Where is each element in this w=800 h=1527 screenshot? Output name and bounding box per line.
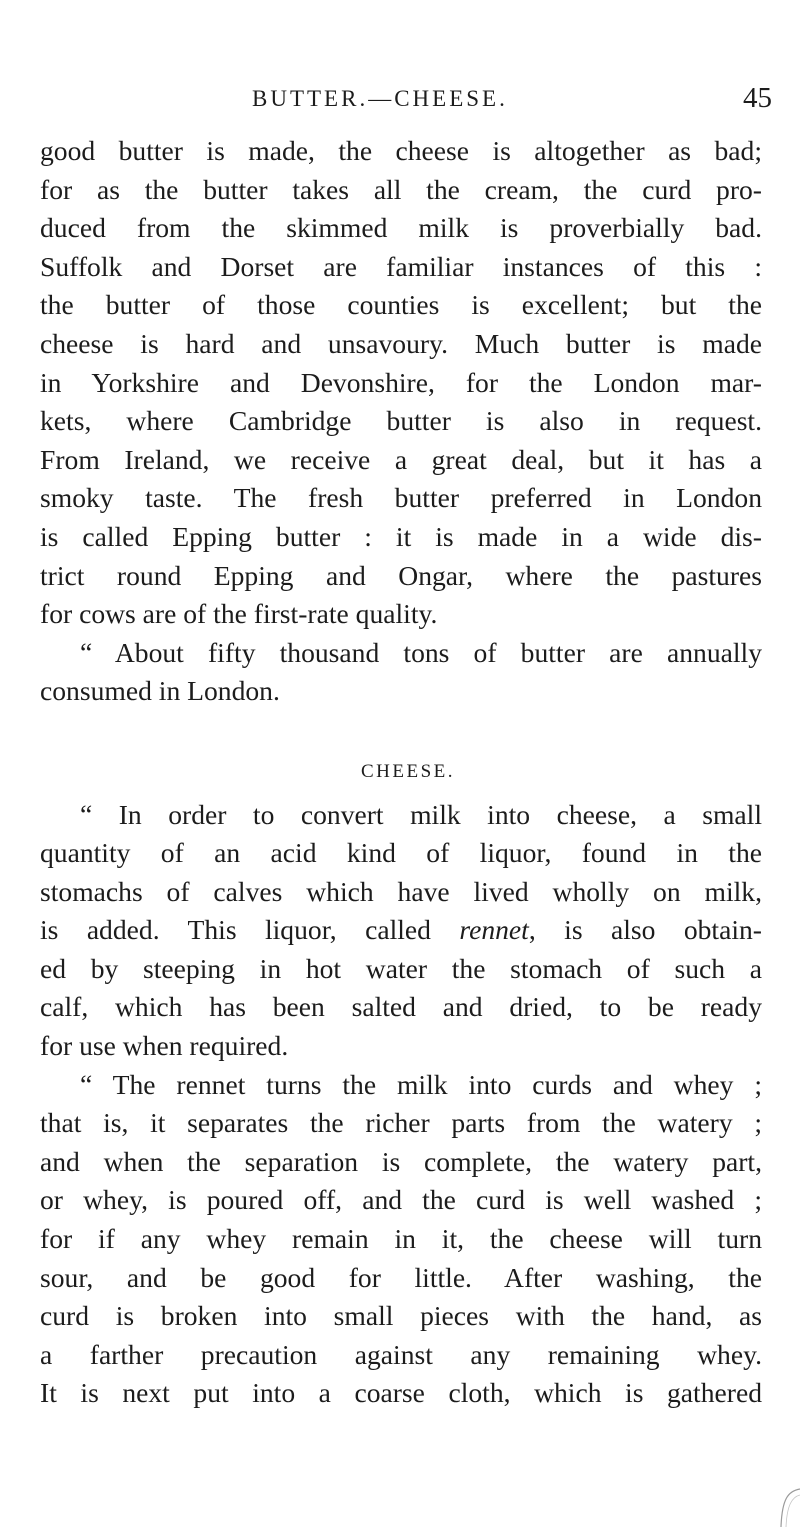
text-line: kets, where Cambridge butter is also in request. bbox=[40, 405, 762, 437]
text-line: is called Epping butter : it is made in a wide dis- bbox=[40, 520, 762, 552]
text-line: a farther precaution against any remaining whey. bbox=[40, 1338, 762, 1370]
paragraph-butter-regions bbox=[40, 132, 762, 634]
text-line: smoky taste. The fresh butter preferred in London bbox=[40, 482, 762, 514]
text-line: “ About fifty thousand tons of butter are annually bbox=[80, 636, 762, 668]
text-line: “ The rennet turns the milk into curds and whey ; bbox=[80, 1068, 762, 1100]
paragraph-curds-and-whey bbox=[40, 1066, 762, 1413]
section-heading: CHEESE. bbox=[360, 760, 456, 782]
text-line: From Ireland, we receive a great deal, but it has a bbox=[40, 443, 762, 475]
text-line: in Yorkshire and Devonshire, for the London mar- bbox=[40, 366, 762, 398]
text-segment: , is also obtain- bbox=[528, 914, 762, 946]
text-line: for use when required. bbox=[40, 1030, 289, 1062]
text-line: It is next put into a coarse cloth, which is gathered bbox=[40, 1377, 762, 1409]
text-line: sour, and be good for little. After washing, the bbox=[40, 1261, 762, 1293]
text-line: for if any whey remain in it, the cheese will turn bbox=[40, 1223, 762, 1255]
text-line: duced from the skimmed milk is proverbially bad. bbox=[40, 212, 762, 244]
text-line: consumed in London. bbox=[40, 675, 280, 707]
text-line: and when the separation is complete, the watery part, bbox=[40, 1145, 762, 1177]
text-line bbox=[40, 911, 762, 950]
text-line: calf, which has been salted and dried, to be ready bbox=[40, 991, 762, 1023]
text-line: ed by steeping in hot water the stomach of such a bbox=[40, 952, 762, 984]
text-line: cheese is hard and unsavoury. Much butter is made bbox=[40, 327, 762, 359]
text-line: stomachs of calves which have lived wholly on milk, bbox=[40, 875, 762, 907]
paragraph-rennet bbox=[40, 796, 762, 1066]
running-head-title: BUTTER.—CHEESE. bbox=[252, 86, 508, 111]
text-line: quantity of an acid kind of liquor, found in the bbox=[40, 837, 762, 869]
text-line: for as the butter takes all the cream, the curd pro- bbox=[40, 173, 762, 205]
text-line: or whey, is poured off, and the curd is well washed ; bbox=[40, 1184, 762, 1216]
text-line: “ In order to convert milk into cheese, a small bbox=[80, 798, 762, 830]
text-line: curd is broken into small pieces with the hand, as bbox=[40, 1300, 762, 1332]
paragraph-butter-consumption bbox=[40, 634, 762, 711]
page-corner-curl bbox=[760, 1477, 800, 1527]
text-line: that is, it separates the richer parts from the watery ; bbox=[40, 1107, 762, 1139]
text-line: trict round Epping and Ongar, where the pastures bbox=[40, 559, 762, 591]
running-head bbox=[252, 82, 772, 122]
text-line: good butter is made, the cheese is altogether as bad; bbox=[40, 135, 762, 166]
text-line: the butter of those counties is excellent; but the bbox=[40, 289, 762, 321]
text-line: Suffolk and Dorset are familiar instances of this : bbox=[40, 250, 762, 282]
body-text bbox=[40, 132, 762, 1413]
text-segment: is added. This liquor, called bbox=[40, 914, 460, 946]
italic-term: rennet bbox=[459, 914, 529, 946]
text-line: for cows are of the first-rate quality. bbox=[40, 598, 438, 630]
page-number: 45 bbox=[743, 82, 772, 114]
